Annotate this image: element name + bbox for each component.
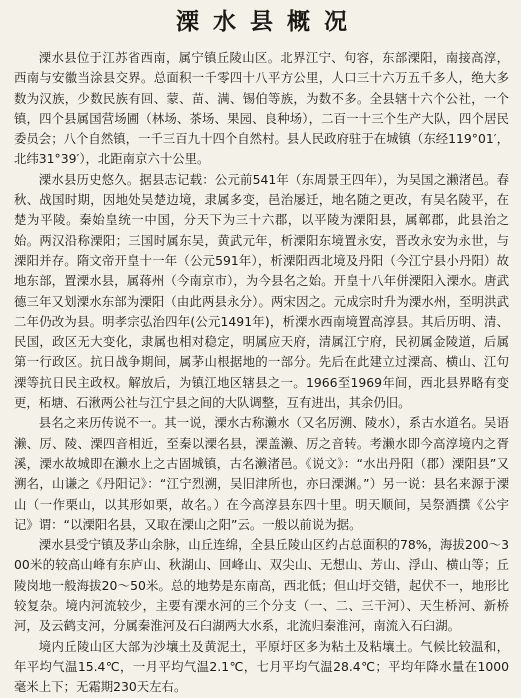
paragraph-location: 溧水县位于江苏省西南，属宁镇丘陵山区。北界江宁、句容，东部溧阳，南接高淳，西南与安徽当涂县交界。总面积一千零四十八平方公里，人口三十六万五千多人，绝大多数为汉族，少数民族有回、蒙、苗、满、锡伯等族，为数不多。全县辖十六个公社，一个镇，四个县属国营场圃（林场、茶场、果园、良种场），二百一十三个生产大队，四个居民委员会；八个自然镇，一千三百九十四个自然村。县人民政府驻于在城镇（东经119°01′，北纬31°39′），北距南京六十公里。 — [14, 50, 509, 167]
document-title: 溧水县概况 — [176, 9, 361, 35]
paragraph-climate: 境内丘陵山区大部为沙壤土及黄泥土，平原圩区多为粘土及粘壤土。气候比较温和，年平均气温15.4℃，一月平均气温2.1℃，七月平均气温28.4℃；平均年降水量在1000毫米上下；无霜期230天左右。 — [14, 638, 509, 695]
paragraph-name-origin: 县名之来历传说不一。其一说，溧水古称濑水（又名厉溯、陵水），系古水道名。吴语濑、厉、陵、溧四音相近，至秦以溧名县，溧盖濑、厉之音转。考濑水即今高淳境内之胥溪，溧水故城即在濑水上之古固城镇，古名濑渚邑。《说文》：“水出丹阳（郡）溧阳县”又溯名，山谦之《丹阳记》：“江宁烈溯，吴旧津所也，亦曰溧渊。”）另一说：县名来源于溧山（一作栗山，以其形如栗，故名。）在今高淳县东四十里。明天顺间，吴祭酒撰《公宇记》谓：“以溧阳名县，又取在溧山之阳”云。一般以前说为据。 — [14, 415, 509, 532]
paragraph-terrain: 溧水县受宁镇及茅山余脉，山丘连绵，全县丘陵山区约占总面积的78%，海拔200～300米的较高山峰有东庐山、秋湖山、回峰山、双尖山、无想山、芳山、浮山、横山等；丘陵岗地一般海拔20～50米。总的地势是东南高，西北低；但山圩交错，起伏不一，地形比较复杂。境内河流较少，主要有溧水河的三个分支（一、二、三干河）、天生桥河、新桥河，及云鹤支河，分属秦淮河及石臼湖两大水系，北流归秦淮河，南流入石臼湖。 — [14, 537, 509, 634]
paragraph-history: 溧水县历史悠久。据县志记载：公元前541年（东周景王四年），为吴国之濑渚邑。春秋、战国时期，因地处吴楚边境，隶属多变，邑治屡迁，地名随之更改，有吴名陵平，在楚为平陵。秦始皇统一中国，分天下为三十六郡，以平陵为溧阳县，属鄣郡，此县治之始。两汉沿称溧阳；三国时属东吴，黄武元年，析溧阳东境置永安，晋改永安为永世，与溧阳并存。隋文帝开皇十一年（公元591年），析溧阳西北境及丹阳（今江宁县小丹阳）故地东部，置溧水县，属蒋州（今南京市），为今县名之始。开皇十八年併溧阳入溧水。唐武德三年又划溧水东部为溧阳（由此两县永分）。两宋因之。元成宗时升为溧水州，至明洪武二年仍改为县。明孝宗弘治四年(公元1491年)，析溧水西南境置高淳县。其后历明、清、民国，政区无大变化，隶属也相对稳定，明属应天府，清属江宁府，民初属金陵道，后属第一行政区。抗日战争期间，属茅山根据地的一部分。先后在此建立过溧高、横山、江句溧等抗日民主政权。解放后，为镇江地区辖县之一。1966至1969年间，西北县界略有变更，柘塘、石湫两公社与江宁县之间的大队调整，互有进出，其余仍旧。 — [14, 171, 509, 411]
